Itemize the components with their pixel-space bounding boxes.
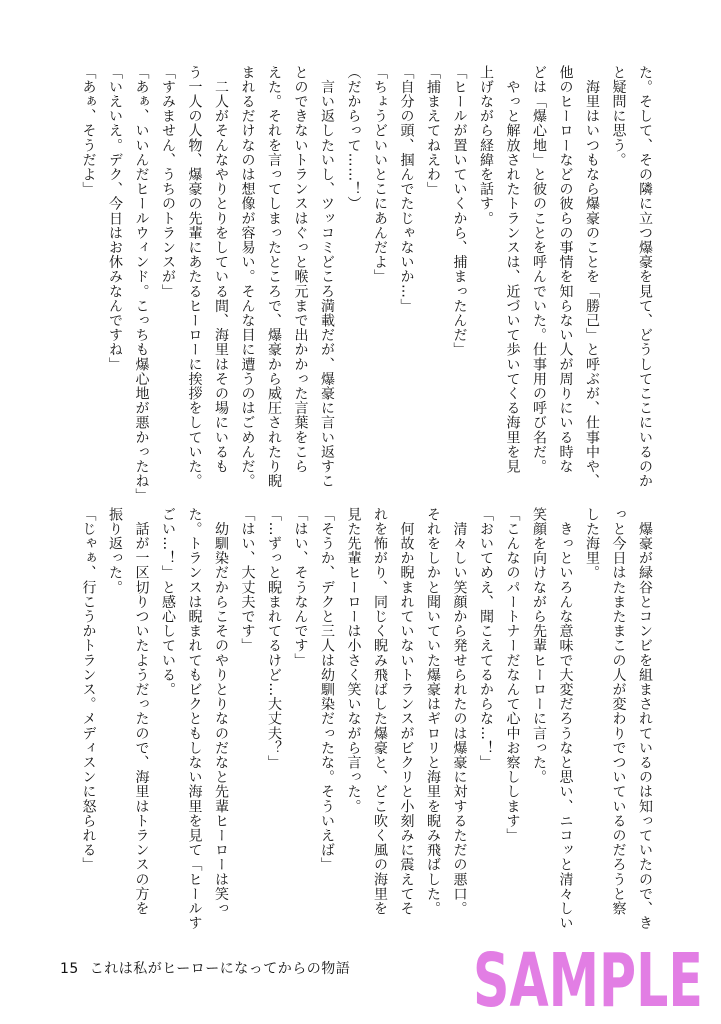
lower-text-line: 「そうか、デクと三人は幼馴染だったな。そういえば」 bbox=[319, 507, 335, 872]
lower-text-line: 幼馴染だからこそのやりとりなのだなと先輩ヒーローは笑っ bbox=[213, 507, 229, 916]
sample-watermark-text: SAMPLE bbox=[473, 940, 703, 1016]
lower-text-line: 「はい、そうなんです」 bbox=[292, 507, 309, 668]
lower-text-line: た。トランスは睨まれてもビクともしない海里を見て「ヒールす bbox=[186, 507, 203, 931]
lower-text-line: 見た先輩ヒーローは小さく笑いながら言った。 bbox=[345, 507, 362, 814]
upper-text-line: 「ヒールが置いていくから、捕まったんだ」 bbox=[451, 65, 468, 357]
page-number: 15 bbox=[60, 961, 79, 977]
upper-text-line: 上げながら経緯を話す。 bbox=[478, 65, 494, 226]
upper-text-line: とのできないトランスはぐっと喉元まで出かかった言葉をこら bbox=[292, 65, 309, 474]
lower-text-line: きっといろんな意味で大変だろうなと思い、ニコッと清々しい bbox=[557, 507, 574, 931]
upper-text-line: 海里はいつもなら爆豪のことを「勝己」と呼ぶが、仕事中や、 bbox=[584, 65, 600, 489]
upper-text-line: う一人の人物、爆豪の先輩にあたるヒーローに挨拶をしていた。 bbox=[186, 65, 203, 489]
upper-text-line: 「あぁ、いいんだヒールウィンド。こっちも爆心地が悪かったね」 bbox=[133, 65, 150, 503]
lower-text-line: した海里。 bbox=[584, 507, 600, 580]
lower-text-line: 爆豪が緑谷とコンビを組まされているのは知っていたので、き bbox=[637, 507, 653, 931]
upper-text-line: やっと解放されたトランスは、近づいて歩いてくる海里を見 bbox=[504, 65, 521, 474]
page-footer bbox=[60, 958, 350, 978]
lower-text-line: それをしかと聞いていた爆豪はギロリと海里を睨み飛ばした。 bbox=[425, 507, 441, 916]
upper-text-line: 「あぁ、そうだよ」 bbox=[80, 65, 97, 197]
upper-text-line: 「自分の頭、掴んでたじゃないか…」 bbox=[398, 65, 415, 314]
upper-text-line: 「すみません、うちのトランスが」 bbox=[160, 65, 176, 299]
lower-text-line: 清々しい笑顔から発せられたのは爆豪に対するただの悪口。 bbox=[451, 507, 468, 916]
lower-text-line: 「おいてめえ、聞こえてるからな…！」 bbox=[478, 507, 494, 770]
upper-text-line: （だからって……！） bbox=[345, 65, 362, 211]
lower-text-line: 「…ずっと睨まれてるけど…大丈夫？」 bbox=[266, 507, 282, 770]
upper-text-line: まれるだけなのは想像が容易い。そんな目に遭うのはごめんだ。 bbox=[239, 65, 256, 489]
sample-watermark bbox=[470, 940, 706, 1016]
upper-text-line: えた。それを言ってしまったところで、爆豪から威圧されたり睨 bbox=[266, 65, 282, 489]
lower-text-line: 笑顔を向けながら先輩ヒーローに言った。 bbox=[531, 507, 547, 785]
upper-text-line: 二人がそんなやりとりをしている間、海里はその場にいるも bbox=[213, 65, 229, 474]
upper-text-line: 「捕まえてねえわ」 bbox=[425, 65, 441, 197]
upper-text-line: 他のヒーローなどの彼らの事情を知らない人が周りにいる時な bbox=[557, 65, 574, 474]
upper-text-line: と疑問に思う。 bbox=[610, 65, 627, 168]
upper-text-line: た。そして、その隣に立つ爆豪を見て、どうしてここにいるのか bbox=[637, 65, 653, 489]
lower-text-line: 何故か睨まれていないトランスがビクリと小刻みに震えてそ bbox=[398, 507, 415, 916]
upper-text-line: どは「爆心地」と彼のことを呼んでいた。仕事用の呼び名だ。 bbox=[531, 65, 547, 474]
book-title: これは私がヒーローになってからの物語 bbox=[89, 961, 351, 977]
lower-text-line: れを怖がり、同じく睨み飛ばした爆豪と、どこ吹く風の海里を bbox=[372, 507, 388, 916]
lower-text-line: 「じゃぁ、行こうかトランス。メディスンに怒られる」 bbox=[80, 507, 97, 872]
upper-text-line: 「いえいえ。デク、今日はお休みなんですね」 bbox=[107, 65, 123, 372]
lower-text-line: っと今日はたまたまこの人が変わりでついているのだろうと察 bbox=[610, 507, 627, 916]
lower-text-line: 「こんなのパートナーだなんて心中お察しします」 bbox=[504, 507, 521, 843]
lower-text-line: 振り返った。 bbox=[107, 507, 123, 595]
lower-text-line: 「はい、大丈夫です」 bbox=[239, 507, 256, 653]
upper-text-line: 言い返したいし、ツッコミどころ満載だが、爆豪に言い返すこ bbox=[319, 65, 335, 489]
upper-text-line: 「ちょうどいいとこにあんだよ」 bbox=[372, 65, 388, 284]
upper-text-block bbox=[58, 65, 658, 505]
lower-text-line: 話が一区切りついたようだったので、海里はトランスの方を bbox=[133, 507, 150, 916]
lower-text-line: ごい…！」と感心している。 bbox=[160, 507, 176, 697]
lower-text-block bbox=[58, 507, 658, 937]
